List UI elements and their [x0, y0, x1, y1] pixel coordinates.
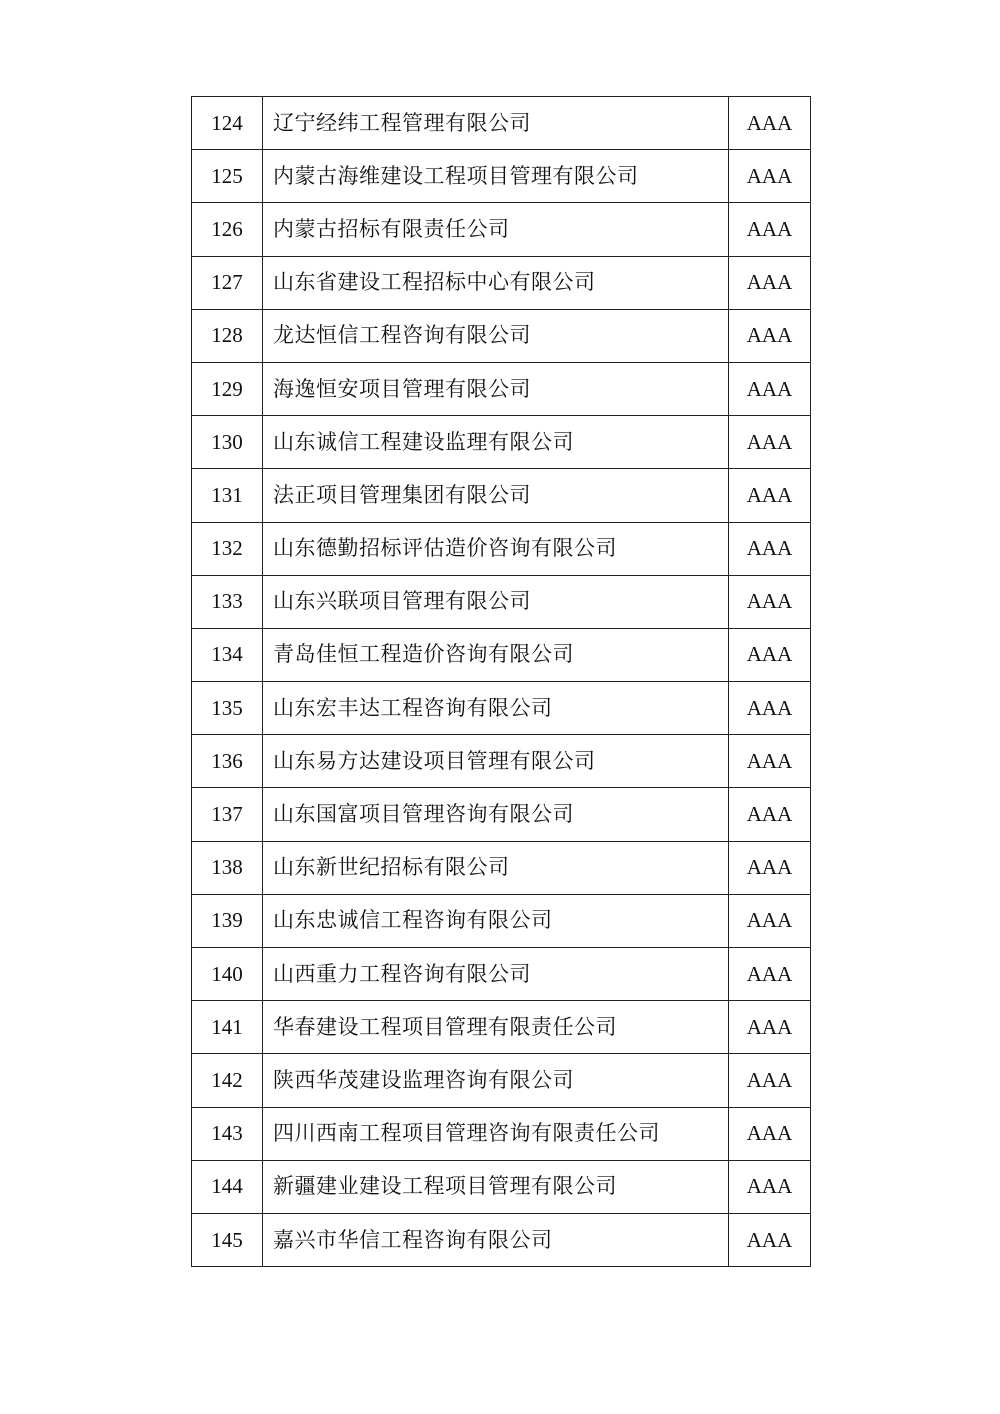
row-number-cell: 140 [192, 948, 263, 1001]
company-name-cell: 山东易方达建设项目管理有限公司 [263, 735, 729, 788]
company-name-cell: 四川西南工程项目管理咨询有限责任公司 [263, 1107, 729, 1160]
company-name-cell: 内蒙古招标有限责任公司 [263, 203, 729, 256]
table-row [192, 575, 811, 628]
company-name-cell: 山东兴联项目管理有限公司 [263, 575, 729, 628]
company-name-cell: 山东忠诚信工程咨询有限公司 [263, 894, 729, 947]
row-number-cell: 125 [192, 150, 263, 203]
credit-grade-cell: AAA [729, 256, 811, 309]
row-number-cell: 130 [192, 416, 263, 469]
row-number-cell: 129 [192, 362, 263, 415]
credit-grade-cell: AAA [729, 948, 811, 1001]
company-name-cell: 嘉兴市华信工程咨询有限公司 [263, 1213, 729, 1266]
row-number-cell: 138 [192, 841, 263, 894]
row-number-cell: 135 [192, 682, 263, 735]
table-row [192, 1160, 811, 1213]
row-number-cell: 136 [192, 735, 263, 788]
row-number-cell: 126 [192, 203, 263, 256]
credit-grade-cell: AAA [729, 362, 811, 415]
company-name-cell: 内蒙古海维建设工程项目管理有限公司 [263, 150, 729, 203]
table-row [192, 788, 811, 841]
table-row [192, 735, 811, 788]
table-row [192, 1001, 811, 1054]
row-number-cell: 133 [192, 575, 263, 628]
row-number-cell: 132 [192, 522, 263, 575]
row-number-cell: 139 [192, 894, 263, 947]
credit-grade-cell: AAA [729, 469, 811, 522]
credit-grade-cell: AAA [729, 203, 811, 256]
credit-grade-cell: AAA [729, 894, 811, 947]
table-row [192, 309, 811, 362]
company-name-cell: 山东诚信工程建设监理有限公司 [263, 416, 729, 469]
row-number-cell: 137 [192, 788, 263, 841]
credit-grade-cell: AAA [729, 97, 811, 150]
company-name-cell: 山西重力工程咨询有限公司 [263, 948, 729, 1001]
company-name-cell: 法正项目管理集团有限公司 [263, 469, 729, 522]
table-row [192, 150, 811, 203]
company-name-cell: 山东德勤招标评估造价咨询有限公司 [263, 522, 729, 575]
company-name-cell: 新疆建业建设工程项目管理有限公司 [263, 1160, 729, 1213]
row-number-cell: 141 [192, 1001, 263, 1054]
credit-grade-cell: AAA [729, 788, 811, 841]
table-row [192, 841, 811, 894]
row-number-cell: 142 [192, 1054, 263, 1107]
row-number-cell: 131 [192, 469, 263, 522]
credit-grade-cell: AAA [729, 309, 811, 362]
credit-grade-cell: AAA [729, 575, 811, 628]
credit-grade-cell: AAA [729, 522, 811, 575]
table-row [192, 1054, 811, 1107]
row-number-cell: 143 [192, 1107, 263, 1160]
table-row [192, 97, 811, 150]
row-number-cell: 124 [192, 97, 263, 150]
credit-grade-cell: AAA [729, 628, 811, 681]
credit-grade-cell: AAA [729, 1001, 811, 1054]
company-name-cell: 山东省建设工程招标中心有限公司 [263, 256, 729, 309]
table-row [192, 682, 811, 735]
credit-grade-cell: AAA [729, 682, 811, 735]
table-row [192, 628, 811, 681]
credit-grade-cell: AAA [729, 1213, 811, 1266]
credit-grade-cell: AAA [729, 150, 811, 203]
table-row [192, 1107, 811, 1160]
table-body [192, 97, 811, 1267]
company-name-cell: 青岛佳恒工程造价咨询有限公司 [263, 628, 729, 681]
company-name-cell: 海逸恒安项目管理有限公司 [263, 362, 729, 415]
company-name-cell: 山东新世纪招标有限公司 [263, 841, 729, 894]
company-name-cell: 辽宁经纬工程管理有限公司 [263, 97, 729, 150]
table-row [192, 522, 811, 575]
table-row [192, 362, 811, 415]
credit-grade-cell: AAA [729, 1054, 811, 1107]
table-row [192, 894, 811, 947]
row-number-cell: 144 [192, 1160, 263, 1213]
row-number-cell: 127 [192, 256, 263, 309]
table-row [192, 469, 811, 522]
table-row [192, 948, 811, 1001]
company-name-cell: 山东宏丰达工程咨询有限公司 [263, 682, 729, 735]
company-name-cell: 龙达恒信工程咨询有限公司 [263, 309, 729, 362]
table-row [192, 256, 811, 309]
company-credit-table [191, 96, 811, 1267]
table-row [192, 1213, 811, 1266]
credit-grade-cell: AAA [729, 735, 811, 788]
table-row [192, 416, 811, 469]
table-row [192, 203, 811, 256]
row-number-cell: 128 [192, 309, 263, 362]
company-name-cell: 山东国富项目管理咨询有限公司 [263, 788, 729, 841]
row-number-cell: 145 [192, 1213, 263, 1266]
row-number-cell: 134 [192, 628, 263, 681]
credit-grade-cell: AAA [729, 416, 811, 469]
credit-grade-cell: AAA [729, 1160, 811, 1213]
credit-grade-cell: AAA [729, 1107, 811, 1160]
company-name-cell: 华春建设工程项目管理有限责任公司 [263, 1001, 729, 1054]
credit-grade-cell: AAA [729, 841, 811, 894]
company-name-cell: 陕西华茂建设监理咨询有限公司 [263, 1054, 729, 1107]
